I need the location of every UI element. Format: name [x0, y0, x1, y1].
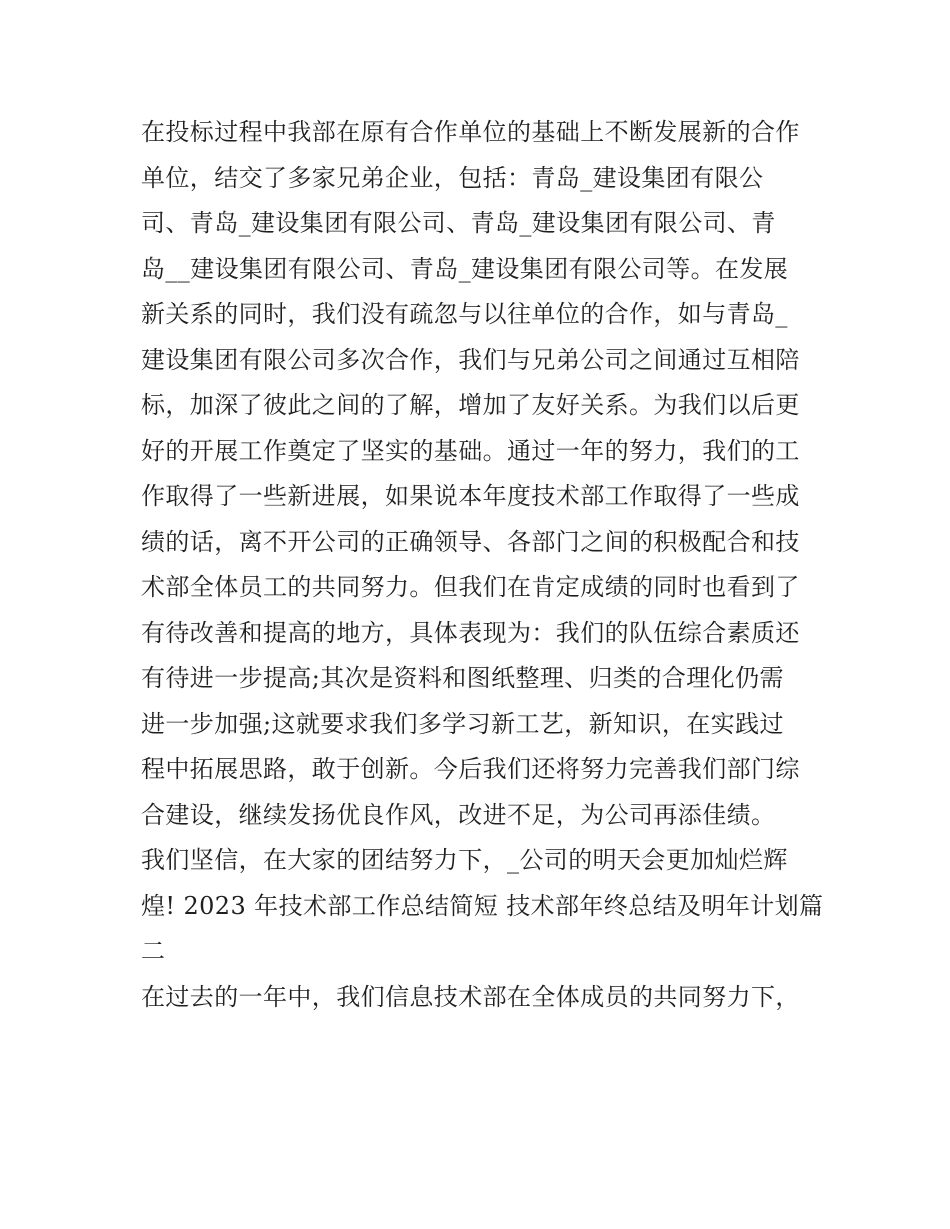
text-line: 标，加深了彼此之间的了解，增加了友好关系。为我们以后更: [141, 391, 800, 419]
text-line: 单位，结交了多家兄弟企业，包括：青岛_建设集团有限公: [141, 163, 764, 192]
document-body-text: [141, 110, 824, 1020]
text-line: 岛__建设集团有限公司、青岛_建设集团有限公司等。在发展: [141, 254, 789, 283]
text-line: 有待改善和提高的地方，具体表现为：我们的队伍综合素质还: [141, 618, 800, 647]
text-line: 在投标过程中我部在原有合作单位的基础上不断发展新的合作: [141, 118, 800, 146]
text-line: 司、青岛_建设集团有限公司、青岛_建设集团有限公司、青: [141, 209, 776, 237]
text-line: 我们坚信，在大家的团结努力下，_公司的明天会更加灿烂辉: [141, 846, 788, 874]
text-line: 作取得了一些新进展，如果说本年度技术部工作取得了一些成: [141, 482, 800, 510]
text-line: 二: [141, 937, 166, 965]
text-line: 煌! 2023 年技术部工作总结简短 技术部年终总结及明年计划篇: [141, 891, 824, 920]
text-line: 有待进一步提高;其次是资料和图纸整理、归类的合理化仍需: [141, 664, 784, 692]
text-line: 程中拓展思路，敢于创新。今后我们还将努力完善我们部门综: [141, 755, 800, 783]
text-line: 绩的话，离不开公司的正确领导、各部门之间的积极配合和技: [141, 527, 800, 556]
text-line: 在过去的一年中，我们信息技术部在全体成员的共同努力下，: [141, 982, 800, 1011]
text-line: 进一步加强;这就要求我们多学习新工艺，新知识，在实践过: [141, 709, 784, 738]
text-line: 新关系的同时，我们没有疏忽与以往单位的合作，如与青岛_: [141, 300, 788, 328]
text-line: 建设集团有限公司多次合作，我们与兄弟公司之间通过互相陪: [141, 345, 800, 374]
text-line: 术部全体员工的共同努力。但我们在肯定成绩的同时也看到了: [141, 573, 800, 601]
text-line: 合建设，继续发扬优良作风，改进不足，为公司再添佳绩。: [141, 800, 776, 829]
text-line: 好的开展工作奠定了坚实的基础。通过一年的努力，我们的工: [141, 436, 800, 465]
